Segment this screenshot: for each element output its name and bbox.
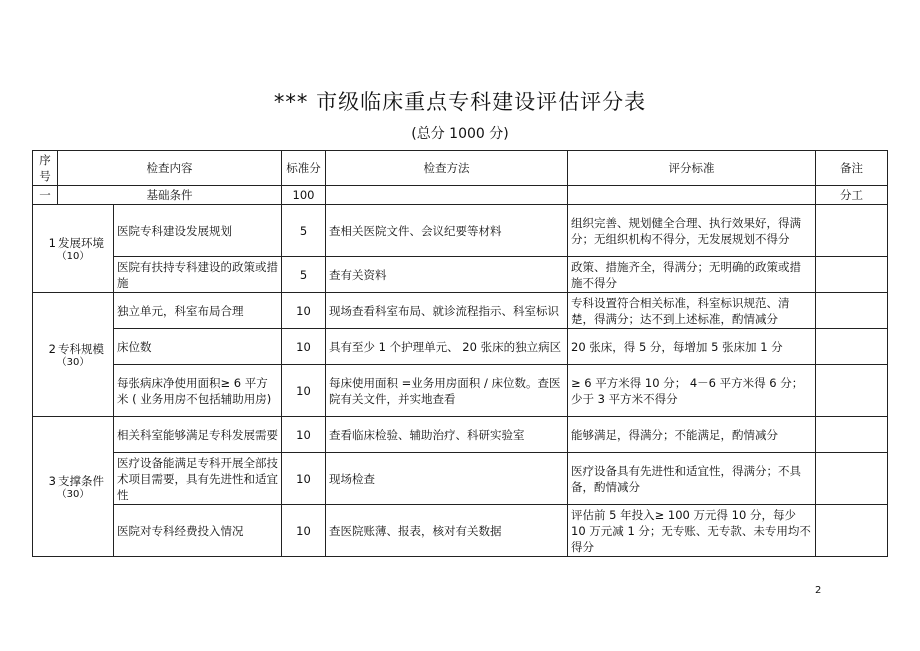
row-note: [816, 293, 888, 329]
group-number: 2: [48, 341, 56, 356]
row-content: 医院专科建设发展规划: [114, 205, 282, 257]
row-method: 查医院账薄、报表，核对有关数据: [326, 505, 568, 557]
header-criteria: 评分标准: [568, 151, 816, 186]
section-note: 分工: [816, 186, 888, 205]
header-no: 序号: [33, 151, 58, 186]
row-content: 医疗设备能满足专科开展全部技术项目需要，具有先进性和适宜性: [114, 453, 282, 505]
row-criteria: 20 张床，得 5 分，每增加 5 张床加 1 分: [568, 329, 816, 365]
table-row: [33, 293, 888, 329]
row-note: [816, 505, 888, 557]
row-method: 查看临床检验、辅助治疗、科研实验室: [326, 417, 568, 453]
group-label: [33, 293, 114, 417]
document-subtitle: (总分 1000 分): [411, 126, 509, 142]
group-points: （30）: [56, 488, 90, 500]
table-row: [33, 205, 888, 257]
group-name: 支撑条件: [58, 473, 104, 488]
group-points: （10）: [56, 250, 90, 262]
row-score: 10: [282, 293, 326, 329]
row-note: [816, 365, 888, 417]
table-row: [33, 257, 888, 293]
row-score: 5: [282, 205, 326, 257]
row-method: 具有至少 1 个护理单元、 20 张床的独立病区: [326, 329, 568, 365]
row-criteria: 专科设置符合相关标准，科室标识规范、清楚，得满分；达不到上述标准，酌情减分: [568, 293, 816, 329]
group-points: （30）: [56, 356, 90, 368]
row-method: 现场检查: [326, 453, 568, 505]
group-name: 发展环境: [58, 235, 104, 250]
section-method-empty: [326, 186, 568, 205]
row-criteria: 医疗设备具有先进性和适宜性，得满分；不具备，酌情减分: [568, 453, 816, 505]
row-content: 独立单元，科室布局合理: [114, 293, 282, 329]
row-method: 现场查看科室布局、就诊流程指示、科室标识: [326, 293, 568, 329]
row-criteria: 评估前 5 年投入≥ 100 万元得 10 分，每少 10 万元减 1 分；无专账、无专款、未专用均不得分: [568, 505, 816, 557]
scoring-table: [32, 150, 888, 557]
row-note: [816, 453, 888, 505]
row-content: 床位数: [114, 329, 282, 365]
row-score: 10: [282, 365, 326, 417]
section-score: 100: [282, 186, 326, 205]
row-content: 每张病床净使用面积≥ 6 平方米 ( 业务用房不包括辅助用房): [114, 365, 282, 417]
row-method: 每床使用面积 =业务用房面积 / 床位数。查医院有关文件，并实地查看: [326, 365, 568, 417]
header-method: 检查方法: [326, 151, 568, 186]
row-content: 医院有扶持专科建设的政策或措施: [114, 257, 282, 293]
row-method: 查相关医院文件、会议纪要等材料: [326, 205, 568, 257]
section-no: 一: [33, 186, 58, 205]
table-header-row: [33, 151, 888, 186]
row-note: [816, 257, 888, 293]
row-score: 5: [282, 257, 326, 293]
group-number: 1: [48, 235, 56, 250]
group-label: [33, 417, 114, 557]
row-method: 查有关资料: [326, 257, 568, 293]
group-label: [33, 205, 114, 293]
row-note: [816, 329, 888, 365]
row-score: 10: [282, 329, 326, 365]
row-score: 10: [282, 505, 326, 557]
row-score: 10: [282, 453, 326, 505]
table-row: [33, 453, 888, 505]
row-note: [816, 205, 888, 257]
page-number: 2: [815, 585, 822, 596]
table-row: [33, 329, 888, 365]
row-criteria: 政策、措施齐全，得满分；无明确的政策或措施不得分: [568, 257, 816, 293]
row-note: [816, 417, 888, 453]
section-row: [33, 186, 888, 205]
table-row: [33, 505, 888, 557]
document-title: *** 市级临床重点专科建设评估评分表: [273, 90, 647, 114]
row-criteria: ≥ 6 平方米得 10 分； 4－6 平方米得 6 分；少于 3 平方米不得分: [568, 365, 816, 417]
table-row: [33, 417, 888, 453]
row-score: 10: [282, 417, 326, 453]
header-content: 检查内容: [58, 151, 282, 186]
table-row: [33, 365, 888, 417]
row-criteria: 能够满足，得满分；不能满足，酌情减分: [568, 417, 816, 453]
header-note: 备注: [816, 151, 888, 186]
row-criteria: 组织完善、规划健全合理、执行效果好，得满分；无组织机构不得分，无发展规划不得分: [568, 205, 816, 257]
header-score: 标准分: [282, 151, 326, 186]
section-criteria-empty: [568, 186, 816, 205]
group-name: 专科规模: [58, 341, 104, 356]
section-name: 基础条件: [58, 186, 282, 205]
row-content: 医院对专科经费投入情况: [114, 505, 282, 557]
group-number: 3: [48, 473, 56, 488]
row-content: 相关科室能够满足专科发展需要: [114, 417, 282, 453]
